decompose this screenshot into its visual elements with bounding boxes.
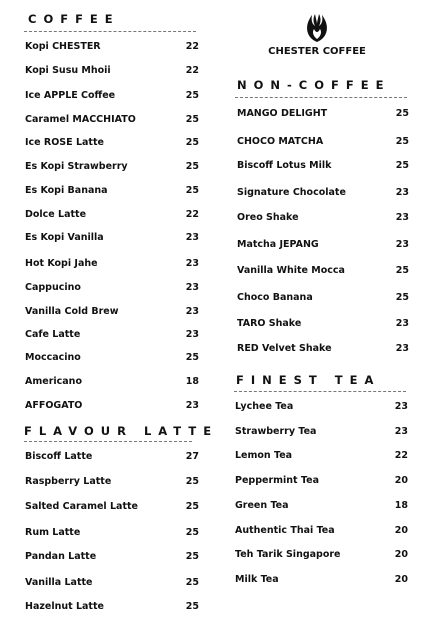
menu-item-price: 23 (185, 258, 199, 269)
menu-item-price: 25 (395, 160, 409, 171)
menu-item-price: 23 (185, 400, 199, 411)
menu-item-name: Hazelnut Latte (25, 601, 104, 612)
menu-item-price: 23 (394, 401, 408, 412)
menu-item-name: Es Kopi Banana (25, 185, 108, 196)
menu-item-price: 25 (185, 577, 199, 588)
menu-item-price: 23 (395, 187, 409, 198)
menu-item-price: 18 (185, 376, 199, 387)
menu-item-price: 23 (395, 318, 409, 329)
non-coffee-heading: NON-COFFEE (237, 78, 391, 92)
menu-item-name: CHOCO MATCHA (237, 136, 324, 147)
menu-item-name: AFFOGATO (25, 400, 83, 411)
menu-item-name: Ice APPLE Coffee (25, 90, 116, 101)
menu-item-price: 25 (185, 90, 199, 101)
menu-item-price: 22 (185, 41, 199, 52)
menu-item-name: Matcha JEPANG (237, 239, 319, 250)
menu-item-name: Lychee Tea (235, 401, 294, 412)
menu-item-name: Salted Caramel Latte (25, 501, 138, 512)
menu-item-name: Vanilla White Mocca (237, 265, 345, 276)
menu-item-price: 25 (185, 501, 199, 512)
menu-item-name: Signature Chocolate (237, 187, 346, 198)
menu-item-price: 25 (395, 292, 409, 303)
menu-item-price: 25 (185, 352, 199, 363)
menu-item-name: Lemon Tea (235, 450, 293, 461)
menu-item-price: 20 (394, 525, 408, 536)
menu-item-name: Caramel MACCHIATO (25, 114, 136, 125)
menu-item-price: 23 (395, 343, 409, 354)
menu-item-price: 25 (395, 136, 409, 147)
non-coffee-divider (235, 97, 407, 98)
menu-item-price: 25 (395, 108, 409, 119)
menu-item-price: 20 (394, 549, 408, 560)
menu-item-name: Hot Kopi Jahe (25, 258, 98, 269)
menu-item-name: Strawberry Tea (235, 426, 317, 437)
menu-item-name: Dolce Latte (25, 209, 87, 220)
menu-item-name: RED Velvet Shake (237, 343, 332, 354)
swan-crest-icon (300, 11, 334, 45)
menu-item-price: 22 (185, 65, 199, 76)
menu-item-name: Es Kopi Vanilla (25, 232, 104, 243)
menu-item-price: 27 (185, 451, 199, 462)
menu-item-name: Es Kopi Strawberry (25, 161, 128, 172)
menu-item-name: Pandan Latte (25, 551, 97, 562)
menu-item-price: 25 (185, 161, 199, 172)
menu-item-price: 25 (185, 114, 199, 125)
finest-tea-heading: FINEST TEA (236, 373, 381, 387)
brand-name: CHESTER COFFEE (268, 46, 366, 57)
menu-item-name: Vanilla Latte (25, 577, 93, 588)
flavour-latte-heading: FLAVOUR LATTE (24, 424, 219, 438)
menu-item-name: Green Tea (235, 500, 289, 511)
menu-item-name: Kopi Susu Mhoii (25, 65, 111, 76)
menu-item-price: 25 (185, 476, 199, 487)
menu-item-price: 25 (185, 527, 199, 538)
menu-item-name: Kopi CHESTER (25, 41, 101, 52)
menu-item-price: 18 (394, 500, 408, 511)
menu-item-name: Oreo Shake (237, 212, 299, 223)
menu-item-name: Raspberry Latte (25, 476, 112, 487)
menu-item-price: 23 (185, 232, 199, 243)
menu-item-name: Moccacino (25, 352, 81, 363)
finest-tea-divider (234, 391, 406, 392)
menu-item-price: 23 (185, 306, 199, 317)
menu-item-name: Peppermint Tea (235, 475, 319, 486)
flavour-latte-divider (24, 441, 192, 442)
menu-item-price: 25 (395, 265, 409, 276)
menu-item-price: 23 (394, 426, 408, 437)
menu-item-price: 25 (185, 137, 199, 148)
coffee-divider (24, 31, 196, 32)
menu-item-price: 20 (394, 475, 408, 486)
menu-item-price: 25 (185, 551, 199, 562)
menu-item-name: TARO Shake (237, 318, 302, 329)
menu-item-name: Cafe Latte (25, 329, 81, 340)
menu-item-price: 20 (394, 574, 408, 585)
menu-item-price: 23 (185, 329, 199, 340)
menu-item-name: Ice ROSE Latte (25, 137, 104, 148)
coffee-heading: COFFEE (28, 12, 120, 26)
menu-item-price: 23 (185, 282, 199, 293)
menu-item-name: Authentic Thai Tea (235, 525, 335, 536)
menu-item-price: 23 (395, 239, 409, 250)
menu-item-name: Teh Tarik Singapore (235, 549, 341, 560)
menu-item-price: 22 (185, 209, 199, 220)
menu-item-name: Americano (25, 376, 82, 387)
menu-item-name: Biscoff Latte (25, 451, 93, 462)
menu-item-name: Vanilla Cold Brew (25, 306, 119, 317)
menu-item-name: Cappucino (25, 282, 81, 293)
brand-logo (262, 8, 372, 60)
menu-item-price: 25 (185, 185, 199, 196)
menu-item-name: Biscoff Lotus Milk (237, 160, 332, 171)
menu-item-price: 22 (394, 450, 408, 461)
menu-item-price: 25 (185, 601, 199, 612)
menu-item-name: Choco Banana (237, 292, 313, 303)
menu-item-name: Milk Tea (235, 574, 279, 585)
menu-item-name: MANGO DELIGHT (237, 108, 328, 119)
menu-item-name: Rum Latte (25, 527, 81, 538)
menu-item-price: 23 (395, 212, 409, 223)
